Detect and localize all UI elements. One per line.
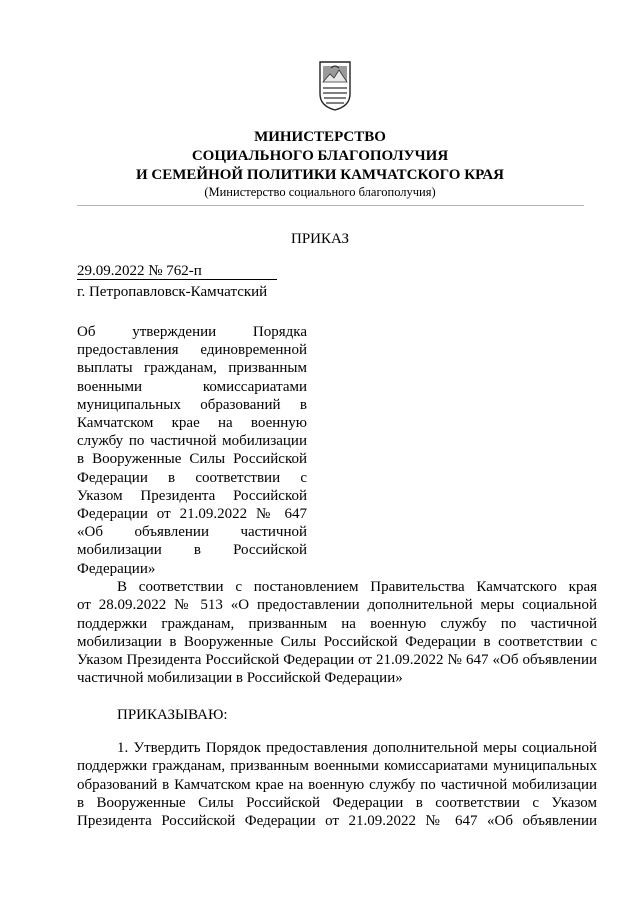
subject-line: выплаты гражданам, призванным — [77, 360, 307, 377]
subject-line: Указом Президента Российской — [77, 487, 307, 504]
order-subject — [77, 323, 307, 578]
paragraph-line: от 28.09.2022 № 513 «О предоставлении дополнительной меры социальной — [77, 597, 597, 614]
document-type-title: ПРИКАЗ — [291, 231, 349, 247]
org-name-line-1: МИНИСТЕРСТВО — [254, 129, 386, 145]
date-and-number: 29.09.2022 № 762-п — [77, 263, 202, 279]
org-name-line-2: СОЦИАЛЬНОГО БЛАГОПОЛУЧИЯ — [191, 148, 449, 164]
paragraph-line: поддержки гражданам, призванным военными комиссариатами муниципальных — [77, 758, 597, 775]
header-divider — [77, 205, 584, 206]
subject-line: службу по частичной мобилизации — [77, 433, 307, 450]
paragraph-line: в Вооруженные Силы Российской Федерации в соответствии с Указом — [77, 794, 597, 811]
org-short-name: (Министерство социального благополучия) — [204, 185, 436, 199]
order-directive: ПРИКАЗЫВАЮ: — [117, 707, 228, 723]
paragraph-line: Президента Российской Федерации от 21.09.2022 № 647 «Об объявлении — [77, 813, 597, 830]
subject-line: «Об объявлении частичной — [77, 524, 307, 541]
paragraph-line: образований в Камчатском крае на военную службу по частичной мобилизации — [77, 776, 597, 793]
subject-line: Федерации в соответствии с — [77, 469, 307, 486]
paragraph-line: поддержки гражданам, призванным на военную службу по частичной — [77, 615, 597, 632]
subject-line: предоставления единовременной — [77, 342, 307, 359]
subject-line: военными комиссариатами — [77, 378, 307, 395]
subject-line: Федерации от 21.09.2022 № 647 — [77, 506, 307, 523]
item-1-paragraph — [77, 739, 597, 830]
subject-line: мобилизации в Российской — [77, 542, 307, 559]
paragraph-line: Указом Президента Российской Федерации от 21.09.2022 № 647 «Об объявлении — [77, 652, 597, 669]
kamchatka-coat-of-arms-icon — [318, 60, 352, 112]
date-underline — [77, 279, 277, 280]
preamble-paragraph — [77, 578, 597, 688]
paragraph-line: 1. Утвердить Порядок предоставления дополнительной меры социальной — [117, 740, 597, 756]
subject-line: в Вооруженные Силы Российской — [77, 451, 307, 468]
paragraph-line: В соответствии с постановлением Правительства Камчатского края — [117, 579, 597, 595]
subject-line: Камчатском крае на военную — [77, 415, 307, 432]
org-name-line-3: И СЕМЕЙНОЙ ПОЛИТИКИ КАМЧАТСКОГО КРАЯ — [135, 167, 504, 183]
paragraph-line: частичной мобилизации в Российской Федерации» — [77, 670, 403, 687]
city: г. Петропавловск-Камчатский — [77, 284, 268, 300]
subject-line: муниципальных образований в — [77, 396, 307, 413]
subject-line: Федерации» — [77, 560, 156, 577]
paragraph-line: мобилизации в Вооруженные Силы Российской Федерации в соответствии с — [77, 633, 597, 650]
subject-line: Об утверждении Порядка — [77, 324, 307, 340]
